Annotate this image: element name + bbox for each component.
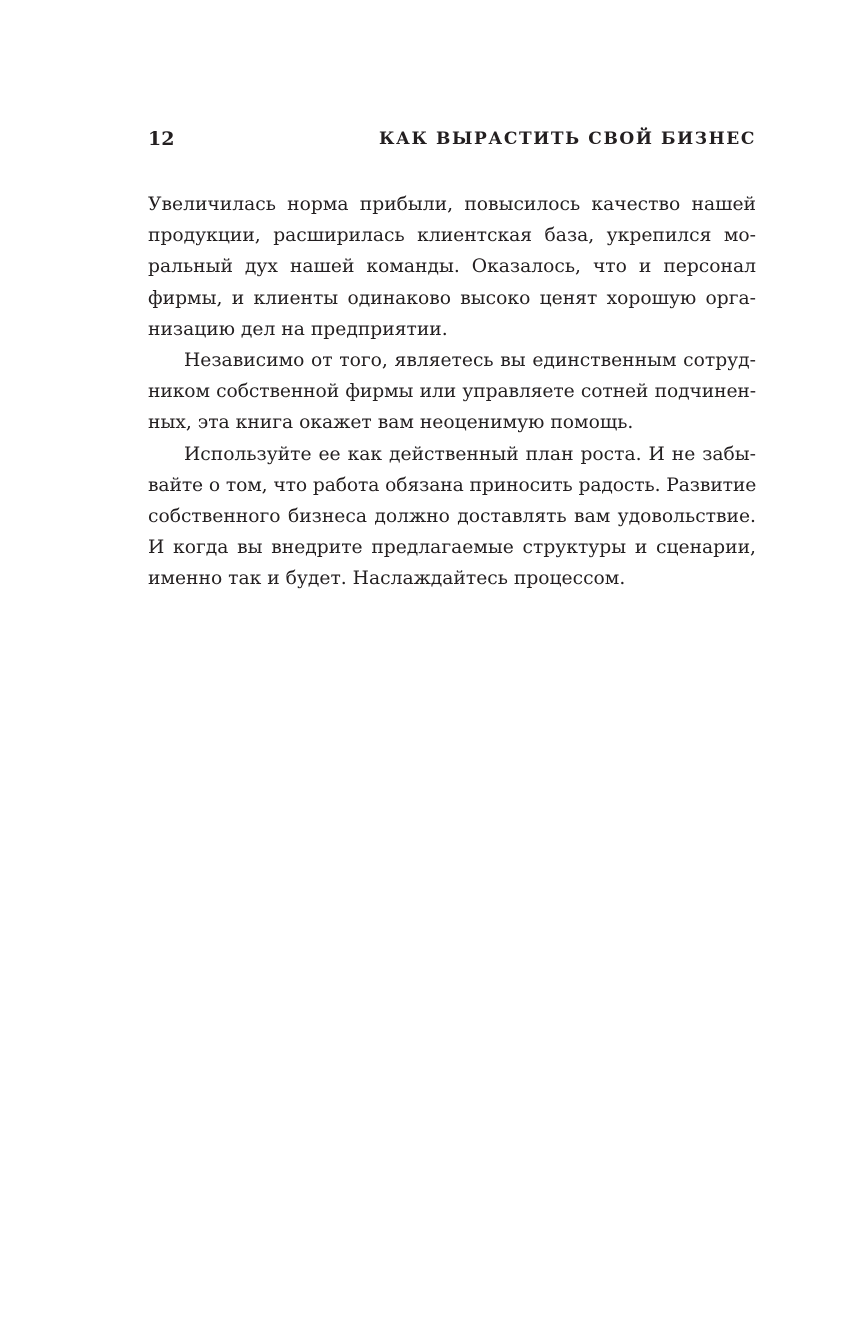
text-line: вайте о том, что работа обязана приносить радость. Развитие	[148, 474, 757, 496]
text-line: И когда вы внедрите предлагаемые структуры и сценарии,	[148, 537, 756, 559]
running-title: КАК ВЫРАСТИТЬ СВОЙ БИЗНЕС	[378, 129, 756, 149]
text-line: собственного бизнеса должно доставлять вам удовольствие.	[148, 505, 756, 527]
text-line: продукции, расширилась клиентская база, укрепился мо-	[148, 225, 756, 247]
text-line: Увеличилась норма прибыли, повысилось качество нашей	[148, 194, 756, 215]
text-line: ных, эта книга окажет вам неоценимую помощь.	[148, 412, 634, 434]
text-line: именно так и будет. Наслаждайтесь процессом.	[148, 568, 626, 590]
text-line: Независимо от того, являетесь вы единственным сотруд-	[184, 349, 756, 371]
text-line: ральный дух нашей команды. Оказалось, что и персонал	[148, 256, 756, 278]
page-number: 12	[148, 128, 175, 150]
paragraph-3	[148, 439, 756, 595]
running-header	[148, 124, 756, 154]
text-line: Используйте ее как действенный план роста. И не забы-	[184, 443, 756, 465]
text-line: ником собственной фирмы или управляете сотней подчинен-	[148, 381, 756, 403]
paragraph-2	[148, 345, 756, 439]
paragraph-1	[148, 189, 756, 345]
text-line: низацию дел на предприятии.	[148, 318, 448, 340]
body-text	[148, 189, 756, 594]
text-line: фирмы, и клиенты одинаково высоко ценят хорошую орга-	[148, 287, 756, 309]
